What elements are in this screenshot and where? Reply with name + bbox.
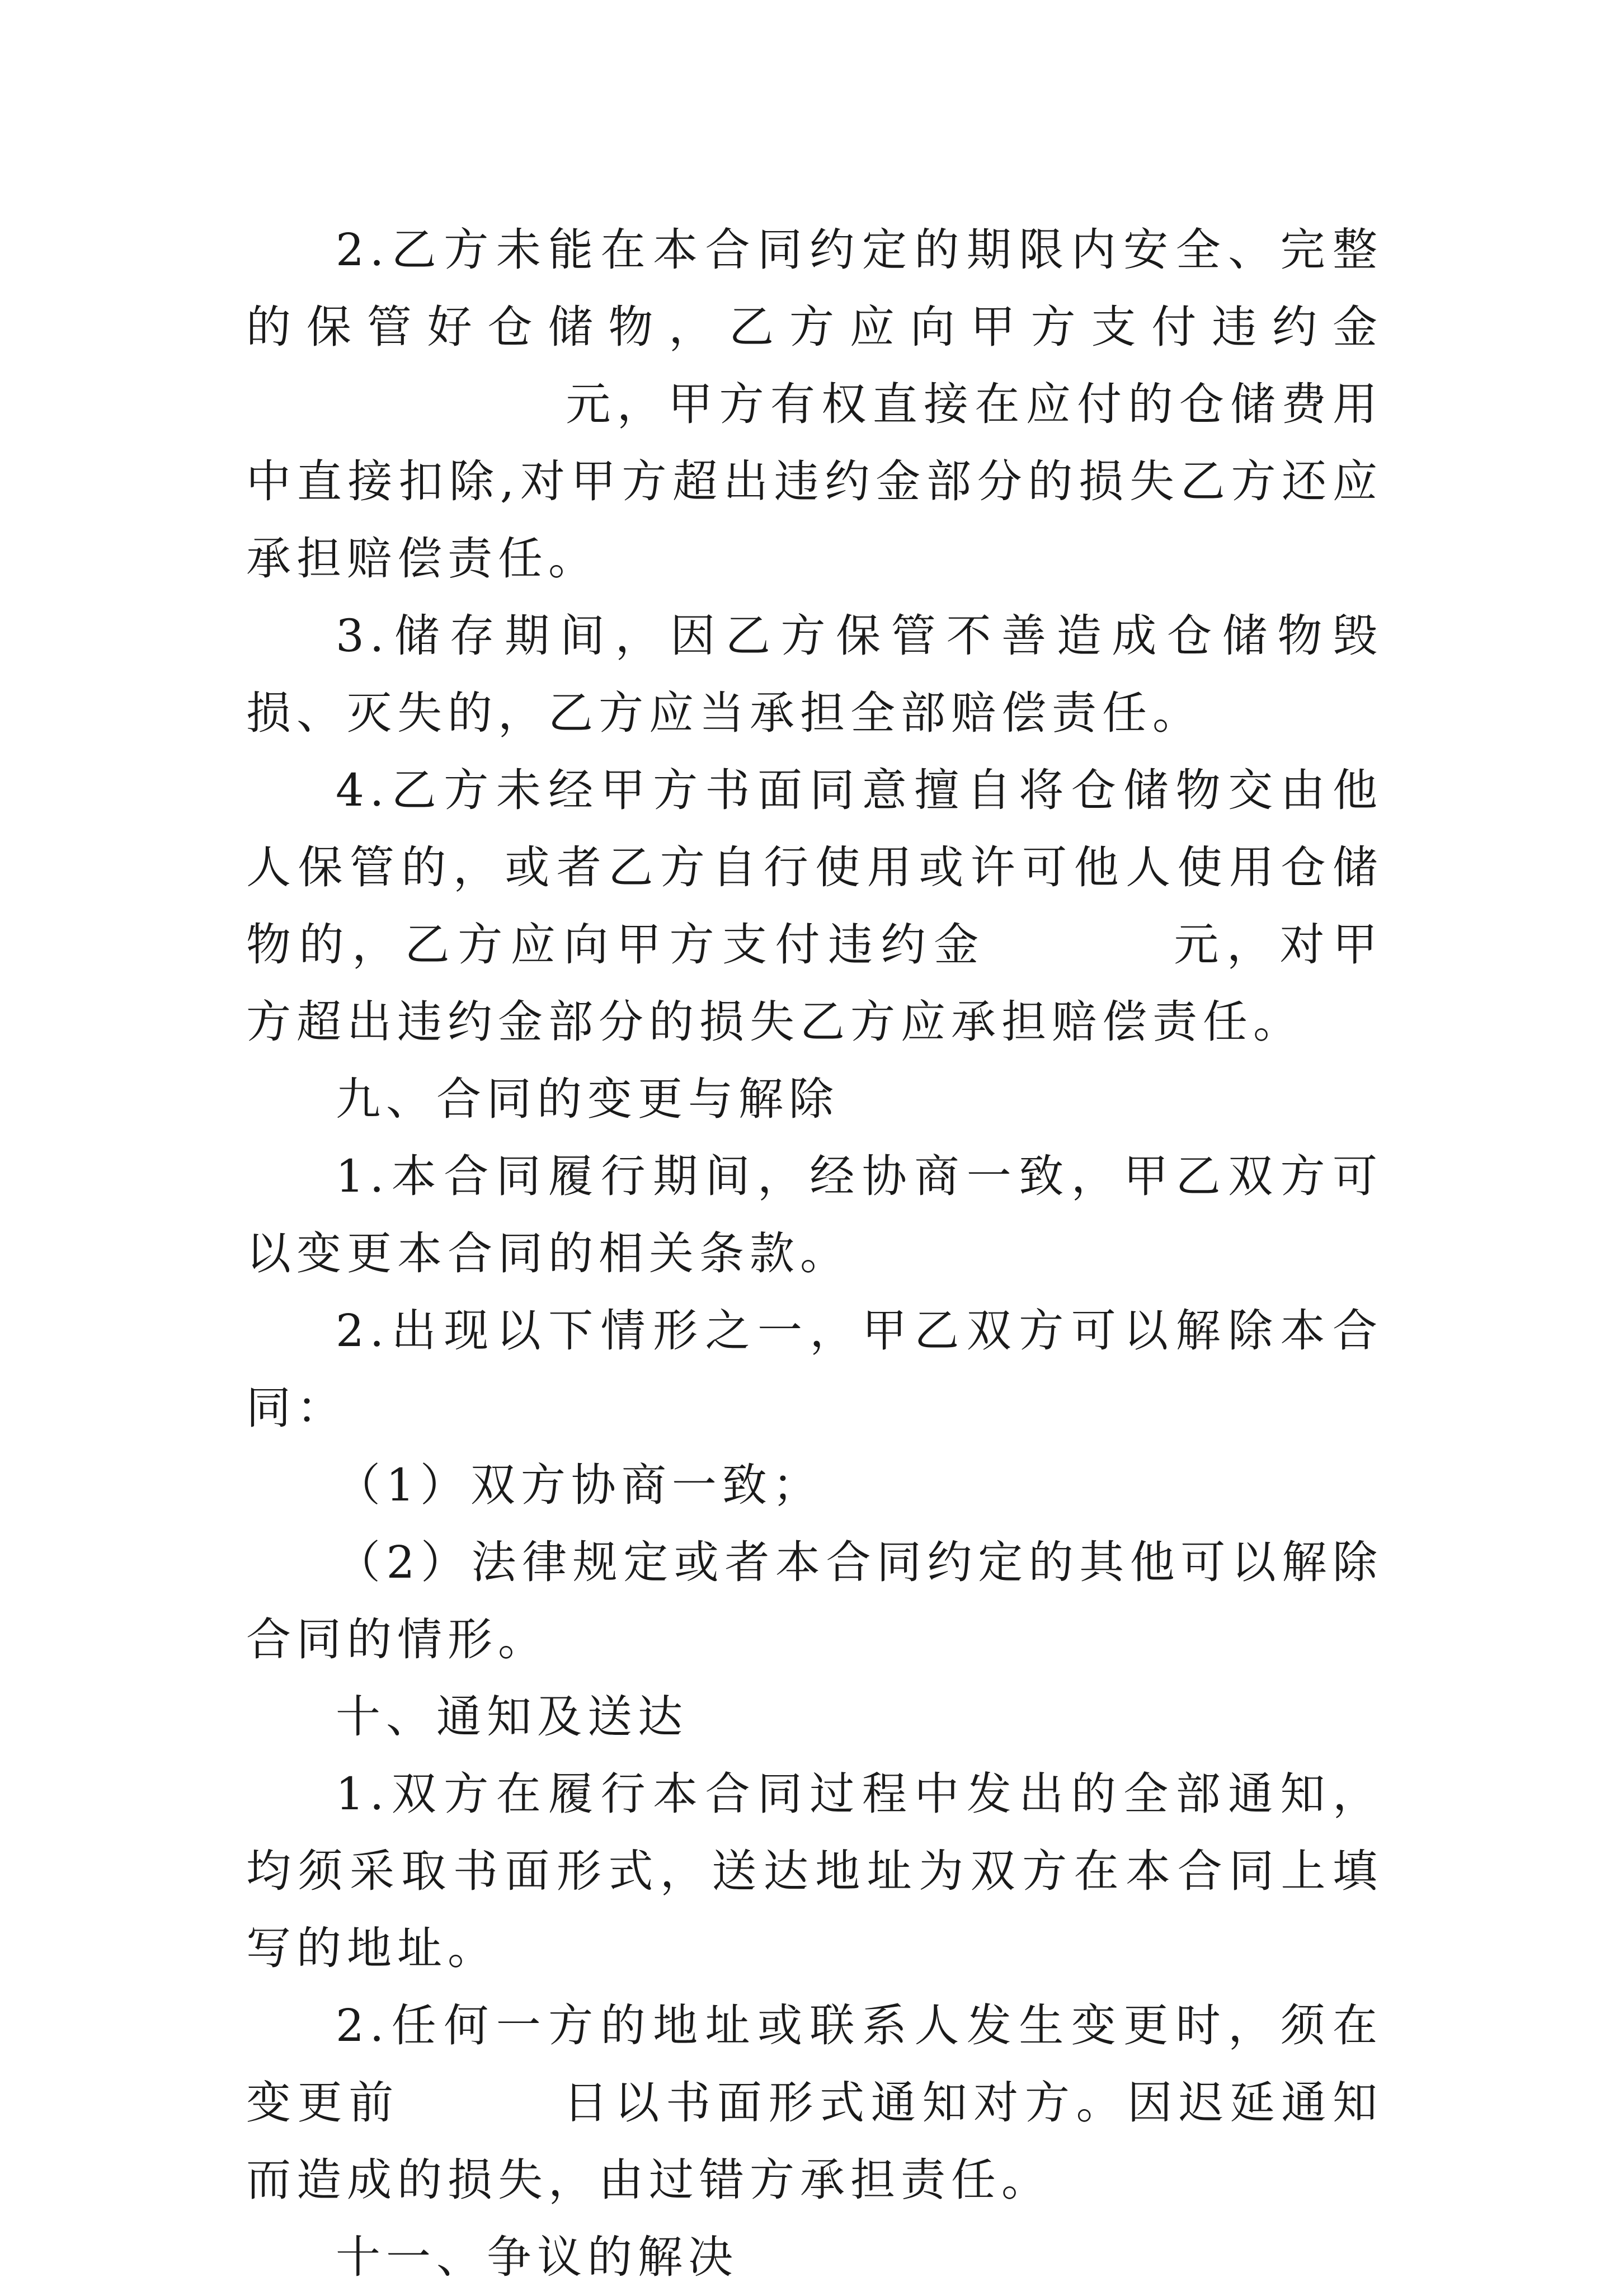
document-body xyxy=(246,211,1383,2296)
clause-text: 1.本合同履行期间，经协商一致，甲乙双方可以变更本合同的相关条款。 xyxy=(246,1150,1383,1279)
clause-text: 4.乙方未经甲方书面同意擅自将仓储物交由他人保管的，或者乙方自行使用或许可他人使用仓储物的，乙方应向甲方支付违约金 xyxy=(246,764,1383,971)
clause-8-3 xyxy=(246,597,1383,752)
clause-8-4 xyxy=(246,752,1383,1061)
clause-9-2-item-1 xyxy=(246,1447,1383,1524)
clause-text: （2）法律规定或者本合同约定的其他可以解除合同的情形。 xyxy=(246,1536,1383,1665)
section-heading-9: 九、合同的变更与解除 xyxy=(336,1073,839,1125)
clause-text: 元，对甲方超出违约金部分的损失乙方应承担赔偿责任。 xyxy=(246,919,1383,1048)
clause-text: 2.乙方未能在本合同约定的期限内安全、完整的保管好仓储物，乙方应向甲方支付违约金 xyxy=(246,224,1383,353)
section-heading-11: 十一、争议的解决 xyxy=(336,2231,738,2283)
clause-9-2-item-2 xyxy=(246,1524,1383,1678)
clause-text: 元，甲方有权直接在应付的仓储费用中直接扣除,对甲方超出违约金部分的损失乙方还应承担赔偿责任。 xyxy=(246,378,1383,585)
clause-8-2 xyxy=(246,211,1383,597)
clause-text: 2.出现以下情形之一，甲乙双方可以解除本合同： xyxy=(246,1305,1383,1434)
clause-9-1 xyxy=(246,1138,1383,1292)
clause-text: 2.任何一方的地址或联系人发生变更时，须在变更前 xyxy=(246,1999,1383,2129)
clause-10-2 xyxy=(246,1987,1383,2219)
clause-text: 3.储存期间，因乙方保管不善造成仓储物毁损、灭失的，乙方应当承担全部赔偿责任。 xyxy=(246,610,1383,739)
clause-text: （1）双方协商一致； xyxy=(336,1459,823,1511)
clause-text: 日以书面形式通知对方。因迟延通知而造成的损失，由过错方承担责任。 xyxy=(246,2077,1383,2206)
clause-9-2 xyxy=(246,1292,1383,1447)
section-heading-10: 十、通知及送达 xyxy=(336,1691,688,1743)
clause-10-1 xyxy=(246,1756,1383,1987)
clause-text: 1.双方在履行本合同过程中发出的全部通知，均须采取书面形式，送达地址为双方在本合同上填写的地址。 xyxy=(246,1768,1383,1974)
